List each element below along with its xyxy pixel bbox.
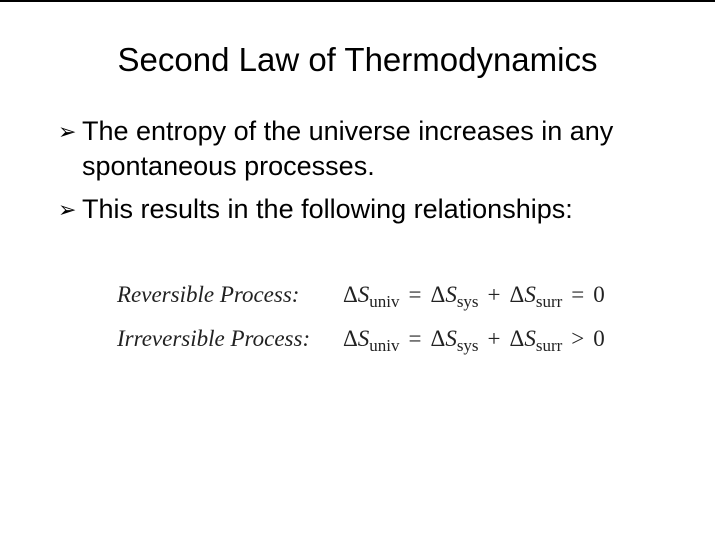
plus-sign: + — [487, 326, 501, 351]
entropy-sys-term: $\Delta S_{sys}$ — [430, 282, 479, 311]
equals-sign: = — [408, 326, 422, 351]
arrow-bullet-icon: ➢ — [58, 119, 77, 144]
entropy-univ-term: $\Delta S_{univ}$ — [343, 282, 400, 311]
bullet-list — [58, 114, 698, 227]
bullet-text: The entropy of the universe increases in any spontaneous processes. — [82, 116, 614, 181]
relation-sign: = — [571, 282, 585, 307]
bullet-item — [58, 114, 698, 184]
equation-label: Irreversible Process: — [117, 326, 311, 351]
irreversible-equation — [117, 326, 605, 370]
slide-title: Second Law of Thermodynamics — [117, 41, 598, 78]
bullet-text: This results in the following relationships: — [82, 194, 573, 224]
reversible-equation — [117, 282, 605, 326]
relation-sign: > — [571, 326, 585, 351]
entropy-univ-term: $\Delta S_{univ}$ — [343, 326, 400, 355]
arrow-bullet-icon: ➢ — [58, 197, 77, 222]
equation-block — [117, 282, 605, 370]
equals-sign: = — [408, 282, 422, 307]
entropy-surr-term: $\Delta S_{surr}$ — [509, 326, 563, 355]
equation-label: Reversible Process: — [117, 282, 300, 307]
bullet-item — [58, 192, 698, 227]
rhs-value: 0 — [593, 282, 605, 307]
plus-sign: + — [487, 282, 501, 307]
entropy-surr-term: $\Delta S_{surr}$ — [509, 282, 563, 311]
entropy-sys-term: $\Delta S_{sys}$ — [430, 326, 479, 355]
rhs-value: 0 — [593, 326, 605, 351]
